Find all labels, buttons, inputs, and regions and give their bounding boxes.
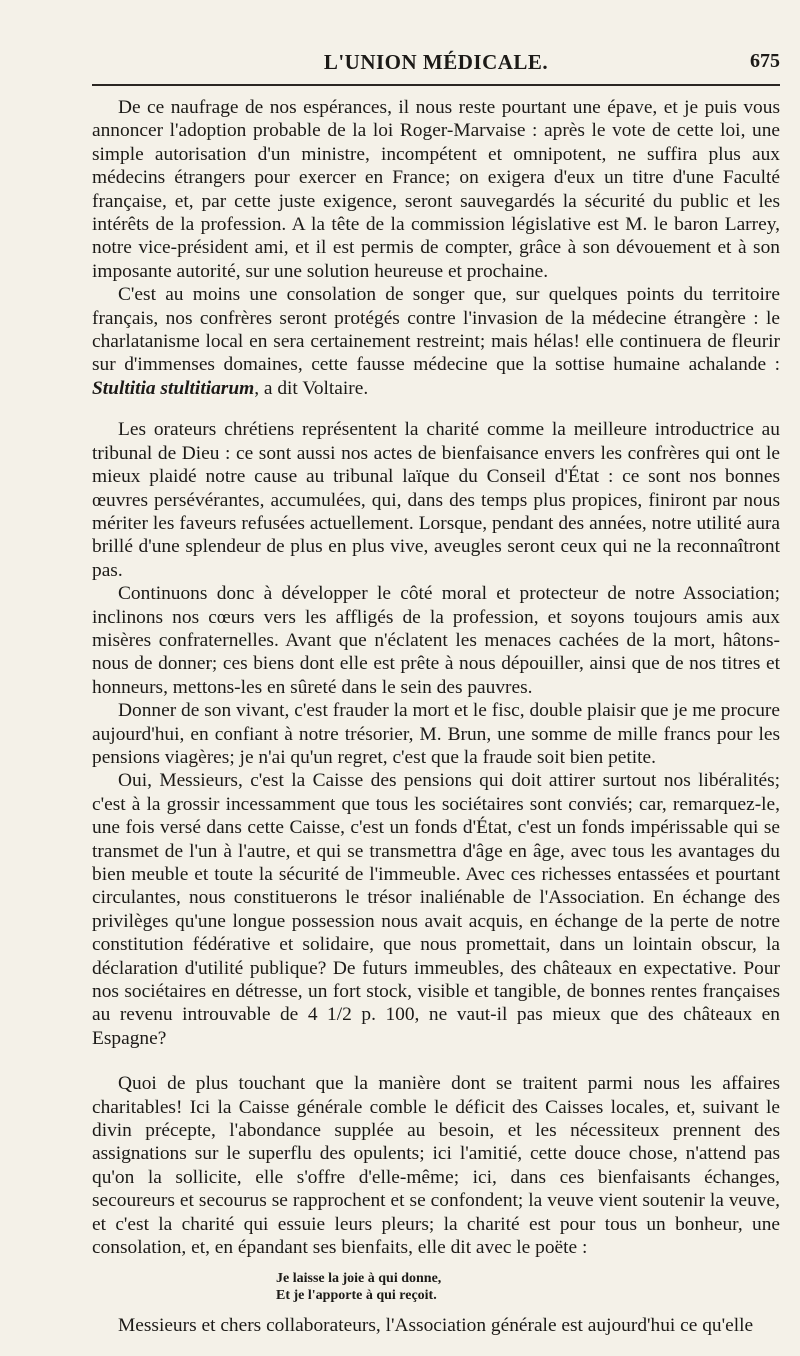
paragraph-8: Messieurs et chers collaborateurs, l'Association générale est aujourd'hui ce qu'elle (118, 1314, 754, 1336)
body-text (92, 96, 780, 1337)
poem-line-1: Je laisse la joie à qui donne, (276, 1270, 442, 1286)
paragraph-4: Continuons donc à développer le côté moral et protecteur de notre Association; inclinons nos cœurs vers les affligés de la profession, et soyons toujours amis aux misères confraternelles. Avant que n'éclatent les menaces cachées de la mort, hâtons-nous de donner; ces biens dont elle est prête à nous dépouiller, ainsi que de nos titres et honneurs, mettons-les en sûreté dans le sein des pauvres. (92, 583, 780, 698)
latin-quote: Stultitia stultitiarum (92, 377, 255, 399)
paragraph-2-text: C'est au moins une consolation de songer que, sur quelques points du territoire français, nos confrères seront protégés contre l'invasion de la médecine étrangère : le charlatanisme local en sera certainement restreint; mais hélas! elle continuera de fleurir sur d'immenses domaines, cette fausse médecine que la sottise humaine achalande : (92, 284, 780, 376)
paragraph-7: Quoi de plus touchant que la manière dont se traitent parmi nous les affaires charitables! Ici la Caisse générale comble le déficit des Caisses locales, et, suivant le divin précepte, l'abondance supplée au besoin, et les nécessiteux prennent des assignations sur le superflu des opulents; ici l'amitié, cette douce chose, n'attend pas qu'on la sollicite, elle s'offre d'elle-même; ici, dans ces bienfaisants échanges, secoureurs et secourus se rapprochent et se confondent; la veuve vient soutenir la veuve, et c'est la charité qui essuie leurs pleurs; la charité est pour tous un bonheur, une consolation, et, en épandant ses bienfaits, elle dit avec le poëte : (92, 1073, 780, 1259)
running-head: L'UNION MÉDICALE. (323, 50, 549, 74)
header-rule (92, 84, 780, 86)
paragraph-3: Les orateurs chrétiens représentent la charité comme la meilleure introductrice au tribunal de Dieu : ce sont aussi nos actes de bienfaisance envers les confrères qui ont le mieux plaidé notre cause au tribunal laïque du Conseil d'État : ce sont nos bonnes œuvres persévérantes, accumulées, qui, dans des temps plus propices, finiront par nous mériter les faveurs refusées actuellement. Lorsque, pendant des années, notre utilité aura brillé d'une splendeur de plus en plus vive, aveugles seront ceux qui ne la reconnaîtront pas. (92, 419, 780, 581)
poem-quote (276, 1270, 780, 1304)
page-header (92, 46, 780, 80)
quote-attribution: , a dit Voltaire. (254, 377, 369, 399)
paragraph-1: De ce naufrage de nos espérances, il nous reste pourtant une épave, et je puis vous annoncer l'adoption probable de la loi Roger-Marvaise : après le vote de cette loi, une simple autorisation d'un ministre, incompétent et omnipotent, ne suffira plus aux médecins étrangers pour exercer en France; on exigera d'eux un titre d'une Faculté française, et, par cette juste exigence, seront sauvegardés la sécurité du public et les intérêts de la profession. A la tête de la commission législative est M. le baron Larrey, notre vice-président ami, et il est permis de compter, grâce à son dévouement et à son imposante autorité, sur une solution heureuse et prochaine. (92, 97, 780, 282)
page-number: 675 (750, 50, 780, 72)
paragraph-5: Donner de son vivant, c'est frauder la mort et le fisc, double plaisir que je me procure aujourd'hui, en confiant à notre trésorier, M. Brun, une somme de mille francs pour les pensions viagères; je n'ai qu'un regret, c'est que la fraude soit bien petite. (92, 700, 780, 768)
paragraph-2 (92, 283, 780, 400)
paragraph-6: Oui, Messieurs, c'est la Caisse des pensions qui doit attirer surtout nos libéralités; c'est à la grossir incessamment que tous les sociétaires sont conviés; car, remarquez-le, une fois versé dans cette Caisse, c'est un fonds d'État, c'est un fonds impérissable qui se transmet de l'un à l'autre, et qui se transmettra d'âge en âge, avec tous les avantages du bien meuble et toute la sécurité de l'immeuble. Avec ces richesses entassées et pourtant circulantes, nous constituerons le trésor inaliénable de l'Association. En échange des privilèges qu'une longue possession nous avait acquis, en échange de la perte de notre constitution fédérative et solidaire, que nous promettait, dans un lointain obscur, la déclaration d'utilité publique? De futurs immeubles, des châteaux en expectative. Pour nos sociétaires en détresse, un fort stock, visible et tangible, de bonnes rentes françaises au revenu introuvable de 4 1/2 p. 100, ne vaut-il pas mieux que des châteaux en Espagne? (92, 770, 780, 1049)
poem-line-2: Et je l'apporte à qui reçoit. (276, 1287, 437, 1303)
